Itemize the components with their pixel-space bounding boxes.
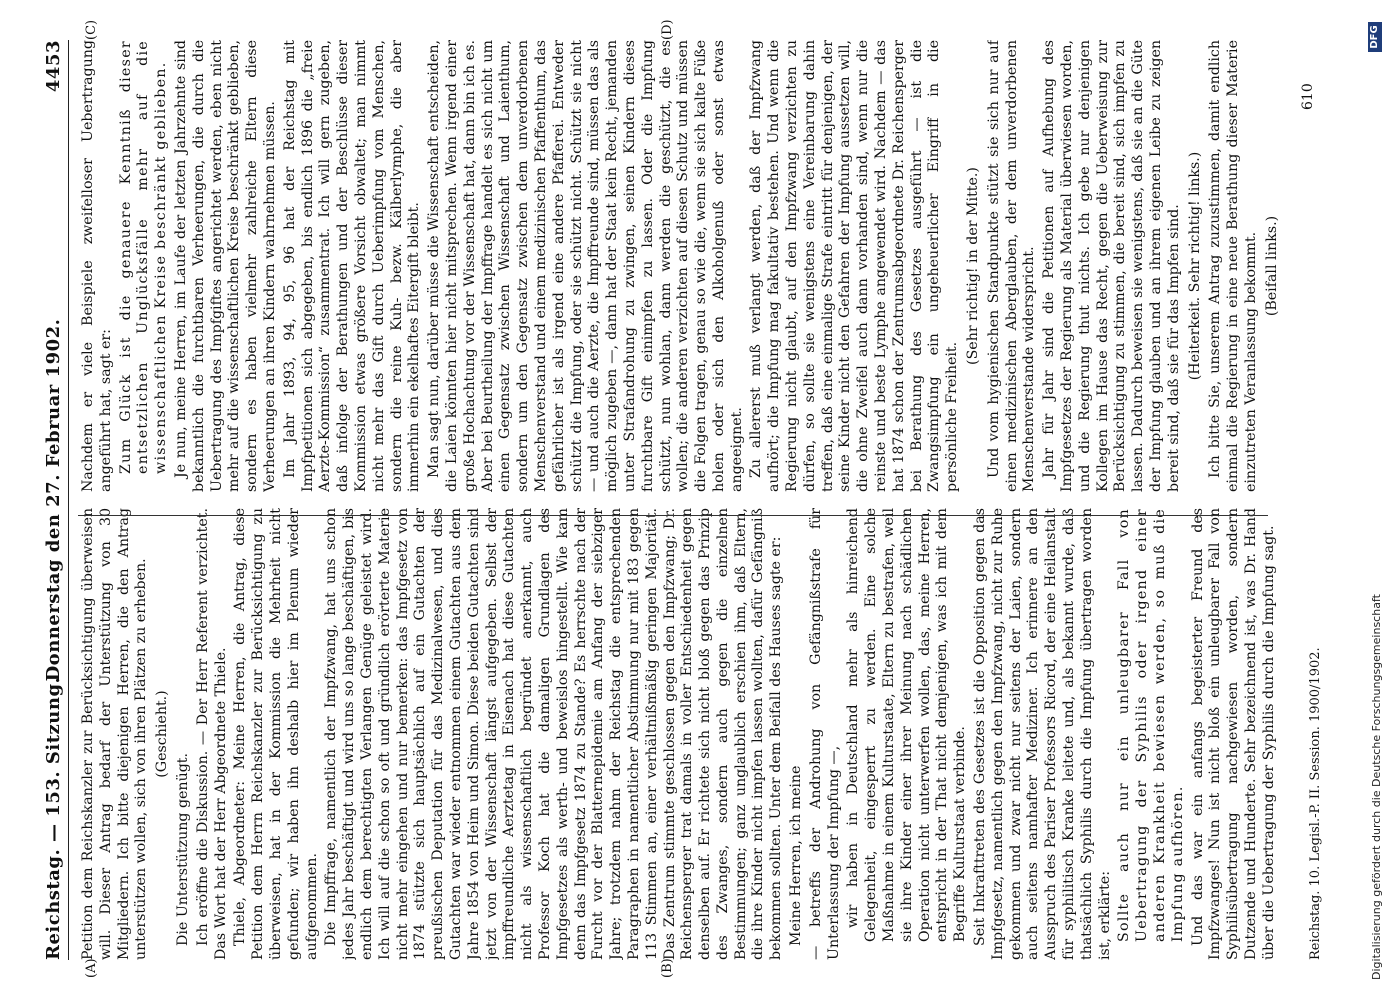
stage-direction: (Heiterkeit. Sehr richtig! links.) <box>1186 151 1203 381</box>
text-column-left <box>80 508 1290 960</box>
dfg-logo: DFG <box>1368 22 1382 52</box>
paragraph: Man sagt nun, darüber müsse die Wissenschaft entscheiden, die Laien könnten hier nicht mitsprechen. Wenn irgend einer große Hochachtung vor der Wissenschaft hat, dann bin ich es. Aber bei Beurtheilung der Impffrage handelt es sich nicht um einen Gegensatz zwischen Wissenschaft und Laienthum, sondern um den Gegensatz zwischen dem unverdorbenen Menschenverstand und einem medizinischen Pfaffenthum, das gefährlicher ist als irgend eine andere Pfafferei. Entweder schützt die Impfung, oder sie schützt nicht. Schützt sie nicht — und auch die Aerzte, die Impffreunde sind, müssen das als möglich zugeben —, dann hat der Staat kein Recht, jemanden unter Strafandrohung zu zwingen, seinen Kindern dieses furchtbare Gift einimpfen zu lassen. Oder die Impfung schützt, nun wohlan, dann werden die geschützt, die es wollen; die anderen verzichten auf diesen Schutz und müssen die Folgen tragen, genau so wie die, wenn sie sich kalte Füße holen oder sich den Alkoholgenuß oder sonst etwas angeeignet. <box>426 40 745 492</box>
paragraph: Die Unterstützung genügt. <box>174 753 191 946</box>
paragraph: Je nun, meine Herren, im Laufe der letzten Jahrzehnte sind bekanntlich die furchtbaren Verheerungen, die durch die Uebertragung des Impfgiftes angerichtet werden, eben nicht mehr auf die wissenschaftlichen Kreise beschränkt geblieben, sondern es haben vielmehr zahlreiche Eltern diese Verheerungen an ihren Kindern wahrnehmen müssen. <box>172 40 278 492</box>
margin-marker-d: (D) <box>660 19 675 40</box>
paragraph: — betreffs der Androhung von Gefängnißstrafe für Unterlassung der Impfung —, <box>807 508 842 960</box>
margin-marker-a: (A) <box>84 958 99 978</box>
header-session: Reichstag. — 153. Sitzung. <box>43 676 64 960</box>
stage-direction: (Sehr richtig! in der Mitte.) <box>965 167 982 365</box>
paragraph: Petition dem Reichskanzler zur Berücksichtigung überweisen will. Dieser Antrag bedarf der Unterstützung von 30 Mitgliedern. Ich bitte diejenigen Herren, die den Antrag unterstützen wollen, sich von ihren Plätzen zu erheben. <box>80 508 150 960</box>
paragraph: Nachdem er viele Beispiele zweifelloser Uebertragung angeführt hat, sagt er: <box>80 40 114 492</box>
paragraph: Meine Herren, ich meine <box>788 765 805 946</box>
page-number: 4453 <box>43 40 64 93</box>
quotation: Sollte auch nur ein unleugbarer Fall von Uebertragung der Syphilis oder irgend einer anderen Krankheit bewiesen werden, so muß die Impfung aufhören. <box>1116 508 1186 942</box>
paragraph: Die Impffrage, namentlich der Impfzwang, hat uns schon jedes Jahr beschäftigt und wird uns so lange beschäftigen, bis endlich dem berechtigten Verlangen Genüge geleistet wird. Ich will auf die schon so oft und gründlich erörterte Materie nicht mehr eingehen und nur bemerken: das Impfgesetz von 1874 stützte sich hauptsächlich auf ein Gutachten der preußischen Deputation für das Medizinalwesen, und dies Gutachten war wieder entnommen einem Gutachten aus dem Jahre 1854 von Heim und Simon. Diese beiden Gutachten sind jetzt von der Wissenschaft längst aufgegeben. Selbst der impffreundliche Aerztetag in Eisenach hat diese Gutachten nicht als wissenschaftlich begründet anerkannt, auch Professor Koch hat die damaligen Grundlagen des Impfgesetzes als werth- und beweislos hingestellt. Wie kam denn das Impfgesetz 1874 zu Stande? Es herrschte nach der Furcht vor der Blatternepidemie am Anfang der siebziger Jahre; trotzdem nahm der Reichstag die entsprechenden Paragraphen in namentlicher Abstimmung nur mit 183 gegen 113 Stimmen an, einer verhältnißmäßig geringen Majorität. Das Zentrum stimmte geschlossen gegen den Impfzwang; Dr. Reichensperger trat damals in voller Entschiedenheit gegen denselben auf. Er richtete sich nicht bloß gegen das Prinzip des Zwanges, sondern auch gegen die einzelnen Bestimmungen; ganz unglaublich erschien ihm, daß Eltern, die ihre Kinder nicht impfen lassen wollten, dafür Gefängniß bekommen sollten. Unter dem Beifall des Hauses sagte er: <box>323 508 785 960</box>
margin-marker-c: (C) <box>84 19 99 40</box>
paragraph: Und das war ein anfangs begeisterter Freund des Impfzwanges! Nun ist nicht bloß ein unleugbarer Fall von Syphilisübertragung nachgewiesen worden, sondern Dutzende und Hunderte. Sehr bezeichnend ist, was Dr. Hand über die Uebertragung der Syphilis durch die Impfung sagt. <box>1189 508 1277 960</box>
quotation: wir haben in Deutschland mehr als hinreichend Gelegenheit, eingesperrt zu werden. Eine solche Maßnahme in einem Kulturstaate, Eltern zu bestrafen, weil sie ihre Kinder einer ihrer Meinung nach schädlichen Operation nicht unterwerfen wollen, das, meine Herren, entspricht in der That nicht demjenigen, was ich mit dem Begriffe Kulturstaat verbinde. <box>845 508 969 942</box>
paragraph: Ich eröffne die Diskussion. — Der Herr Referent verzichtet. Das Wort hat der Herr Abgeordnete Thiele. <box>194 508 229 960</box>
footer-legislature: Reichstag. 10. Legisl.-P. II. Session. 1900/1902. <box>1308 647 1323 960</box>
digitization-note: Digitalisierung gefördert durch die Deutsche Forschungsgemeinschaft <box>1370 594 1383 980</box>
paragraph: Thiele, Abgeordneter: Meine Herren, die Antrag, diese Petition dem Herrn Reichskanzler zur Berücksichtigung zu überweisen, hat in der Kommission die Mehrheit nicht gefunden; wir haben ihn deshalb hier im Plenum wieder aufgenommen. <box>232 508 320 960</box>
paragraph: Seit Inkrafttreten des Gesetzes ist die Opposition gegen das Impfgesetz, namentlich gegen den Impfzwang, nicht zur Ruhe gekommen und zwar nicht nur seitens der Laien, sondern auch seitens namhafter Mediziner. Ich erinnere an den Ausspruch des Pariser Professors Ricord, der eine Heilanstalt für syphilitisch Kranke leitete und, als bekannt wurde, daß thatsächlich Syphilis durch die Impfung übertragen worden ist, erklärte: <box>972 508 1113 960</box>
paragraph: Jahr für Jahr sind die Petitionen auf Aufhebung des Impfgesetzes der Regierung als Material überwiesen worden, und die Regierung thut nichts. Ich gebe nur denjenigen Kollegen im Hause das Recht, gegen die Ueberweisung zur Berücksichtigung zu stimmen, die bereit sind, sich impfen zu lassen. Dadurch beweisen sie wenigstens, daß sie an die Güte der Impfung glauben und an ihrem eigenen Leibe zu zeigen bereit sind, daß sie für das Impfen sind. <box>1041 40 1182 492</box>
paragraph: Ich bitte Sie, unserem Antrag zuzustimmen, damit endlich einmal die Regierung in eine neue Berathung dieser Materie einzutreten Veranlassung bekommt. <box>1207 40 1259 492</box>
quotation: Zum Glück ist die genauere Kenntniß dieser entsetzlichen Unglücksfälle mehr auf die wissenschaftlichen Kreise beschränkt geblieben. <box>117 40 170 474</box>
header-date: Donnerstag den 27. Februar 1902. <box>43 318 64 682</box>
text-column-right <box>80 40 1290 492</box>
margin-marker-b: (B) <box>660 958 675 978</box>
paragraph: Und vom hygienischen Standpunkte stützt sie sich nur auf einen medizinischen Aberglauben, der dem unverdorbenen Menschenverstande widerspricht. <box>985 40 1038 492</box>
footer-sheet-number: 610 <box>1300 83 1316 110</box>
page-header <box>38 40 69 960</box>
stage-direction: (Beifall links.) <box>1263 215 1280 317</box>
stage-direction: (Geschieht.) <box>154 690 171 778</box>
paragraph: Im Jahr 1893, 94, 95, 96 hat der Reichstag mit Impfpetitionen sich abgegeben, bis endlich 1896 die „freie Aerzte-Kommission“ zusammentrat. Ich will gern zugeben, daß infolge der Berathungen und der Beschlüsse dieser Kommission etwas größere Vorsicht obwaltet; man nimmt nicht mehr das Gift durch Ueberimpfung vom Menschen, sondern die reine Kuh- bezw. Kälberlymphe, die aber immerhin ein ekelhaftes Eitergift bleibt. <box>281 40 423 492</box>
paragraph: Zu allererst muß verlangt werden, daß der Impfzwang aufhört; die Impfung mag fakultativ bestehen. Und wenn die Regierung nicht glaubt, auf den Impfzwang verzichten zu dürfen, so sollte sie wenigstens eine Vereinbarung dahin treffen, daß eine einmalige Strafe eintritt für denjenigen, der seine Kinder nicht den Gefahren der Impfung aussetzen will, die ohne Zweifel auch dann vorhanden sind, wenn nur die reinste und beste Lymphe angewendet wird. Nachdem — das hat 1874 schon der Zentrumsabgeordnete Dr. Reichensperger bei Berathung des Gesetzes ausgeführt — ist die Zwangsimpfung ein ungeheuerlicher Eingriff in die persönliche Freiheit. <box>748 40 961 492</box>
column-divider <box>78 515 1268 516</box>
